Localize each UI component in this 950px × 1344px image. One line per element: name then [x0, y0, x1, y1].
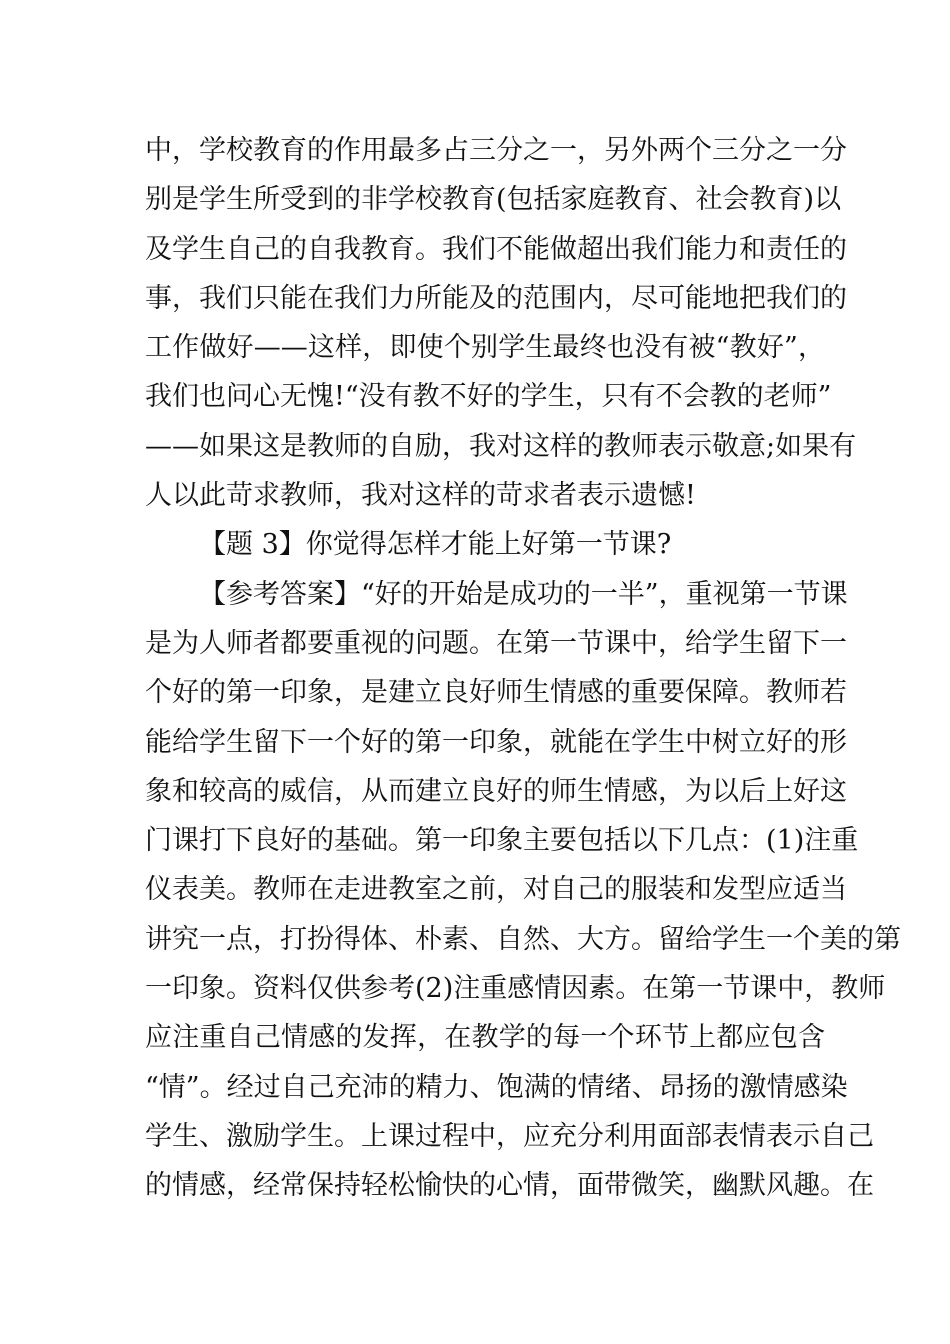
text-line: 是为人师者都要重视的问题。在第一节课中，给学生留下一: [145, 627, 847, 659]
question-text: 【题 3】你觉得怎样才能上好第一节课?: [199, 529, 672, 561]
text-line: 个好的第一印象，是建立良好师生情感的重要保障。教师若: [145, 677, 847, 709]
text-line: 【参考答案】“好的开始是成功的一半”，重视第一节课: [199, 578, 848, 610]
text-line: 别是学生所受到的非学校教育(包括家庭教育、社会教育)以: [145, 184, 842, 216]
text-line: 能给学生留下一个好的第一印象，就能在学生中树立好的形: [145, 726, 847, 758]
text-line: 学生、激励学生。上课过程中，应充分利用面部表情表示自己: [145, 1120, 874, 1152]
text-line: 人以此苛求教师，我对这样的苛求者表示遗憾!: [145, 480, 696, 512]
text-line: “情”。经过自己充沛的精力、饱满的情绪、昂扬的激情感染: [145, 1071, 848, 1103]
text-line: 我们也问心无愧!“没有教不好的学生，只有不会教的老师”: [145, 381, 832, 413]
text-line: 及学生自己的自我教育。我们不能做超出我们能力和责任的: [145, 233, 847, 265]
text-line: 仪表美。教师在走进教室之前，对自己的服装和发型应适当: [145, 874, 847, 906]
text-line: 中，学校教育的作用最多占三分之一，另外两个三分之一分: [145, 135, 847, 166]
text-line: 应注重自己情感的发挥，在教学的每一个环节上都应包含: [145, 1022, 825, 1054]
question-3-heading: [145, 520, 825, 569]
text-line: 象和较高的威信，从而建立良好的师生情感，为以后上好这: [145, 775, 847, 807]
text-line: ——如果这是教师的自励，我对这样的教师表示敬意;如果有: [145, 430, 857, 462]
text-line: 一印象。资料仅供参考(2)注重感情因素。在第一节课中，教师: [145, 973, 886, 1005]
paragraph-1: [145, 126, 857, 520]
text-line: 讲究一点，打扮得体、朴素、自然、大方。留给学生一个美的第: [145, 923, 901, 955]
document-body: [145, 126, 901, 1211]
answer-paragraph: [145, 570, 901, 1211]
text-line: 事，我们只能在我们力所能及的范围内，尽可能地把我们的: [145, 282, 847, 314]
text-line: 工作做好——这样，即使个别学生最终也没有被“教好”，: [145, 332, 825, 364]
text-line: 门课打下良好的基础。第一印象主要包括以下几点：(1)注重: [145, 825, 859, 857]
text-line: 的情感，经常保持轻松愉快的心情，面带微笑，幽默风趣。在: [145, 1170, 874, 1202]
